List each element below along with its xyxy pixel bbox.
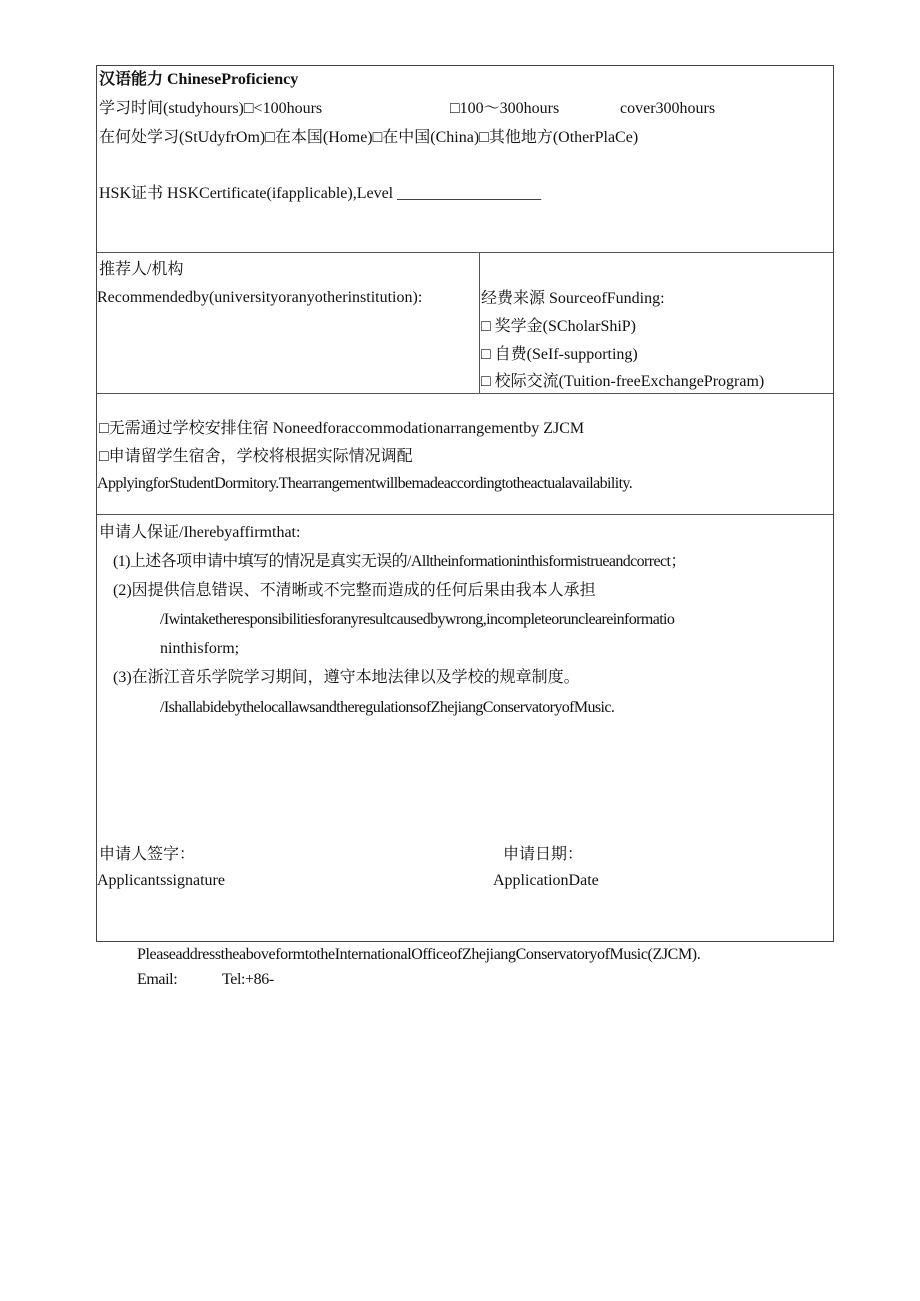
funding-option-exchange-program[interactable]: □ 校际交流(Tuition-freeExchangeProgram) <box>481 373 765 390</box>
application-form-table <box>96 65 834 942</box>
funding-option-scholarship[interactable]: □ 奖学金(SCholarShiP) <box>481 318 637 335</box>
affirmation-item-3: (3)在浙江音乐学院学习期间，遵守本地法律以及学校的规章制度。 <box>113 669 580 686</box>
study-hours-option-3[interactable]: cover300hours <box>620 100 716 117</box>
divider <box>97 393 833 394</box>
footer-address: PleaseaddresstheaboveformtotheInternationalOfficeofZhejiangConservatoryofMusic(ZJCM). <box>137 946 701 963</box>
footer-email: Email: <box>137 971 178 988</box>
recommender-label-cn: 推荐人/机构 <box>99 261 184 278</box>
divider <box>97 514 833 515</box>
application-date-label-cn: 申请日期： <box>503 846 584 863</box>
study-hours-option-2[interactable]: □100～300hours <box>450 100 560 117</box>
affirmation-item-3-en: /IshallabidebythelocallawsandtheregulationsofZhejiangConservatoryofMusic. <box>160 699 615 716</box>
applicant-signature-label-cn: 申请人签字： <box>99 846 196 863</box>
application-date-label-en[interactable]: ApplicationDate <box>493 872 599 889</box>
affirmation-item-1: (1)上述各项申请中填写的情况是真实无误的/Alltheinformationinthisformistrueandcorrect； <box>113 553 686 570</box>
study-location-options[interactable]: 在何处学习(StUdyfrOm)□在本国(Home)□在中国(China)□其他地方(OtherPlaCe) <box>99 129 639 146</box>
recommender-label-en: Recommendedby(universityoranyotherinstitution): <box>97 289 423 306</box>
column-divider <box>479 252 480 393</box>
footer-tel: Tel:+86- <box>222 971 274 988</box>
hsk-certificate-field[interactable]: HSK证书 HSKCertificate(ifapplicable),Level __________________ <box>99 185 542 202</box>
accommodation-option-dormitory[interactable]: □申请留学生宿舍，学校将根据实际情况调配 <box>99 448 413 465</box>
accommodation-option-none[interactable]: □无需通过学校安排住宿 Noneedforaccommodationarrangementby ZJCM <box>99 420 585 437</box>
funding-option-self-supporting[interactable]: □ 自费(SeIf-supporting) <box>481 346 638 363</box>
chinese-proficiency-title: 汉语能力 ChineseProficiency <box>99 71 299 88</box>
affirmation-title: 申请人保证/Iherebyaffirmthat: <box>99 524 301 541</box>
accommodation-dormitory-note: ApplyingforStudentDormitory.Thearrangementwillbemadeaccordingtotheactualavailability. <box>97 475 633 492</box>
study-hours-option-1[interactable]: 学习时间(studyhours)□<100hours <box>99 100 323 117</box>
affirmation-item-2: (2)因提供信息错误、不清晰或不完整而造成的任何后果由我本人承担 <box>113 582 596 599</box>
affirmation-item-2-en-cont: ninthisform; <box>160 640 240 657</box>
applicant-signature-label-en[interactable]: Applicantssignature <box>97 872 225 889</box>
affirmation-item-2-en: /Iwintaketheresponsibilitiesforanyresultcausedbywrong,incompleteoruncleareinformatio <box>160 611 675 628</box>
divider <box>97 252 833 253</box>
funding-title: 经费来源 SourceofFunding: <box>481 290 665 307</box>
